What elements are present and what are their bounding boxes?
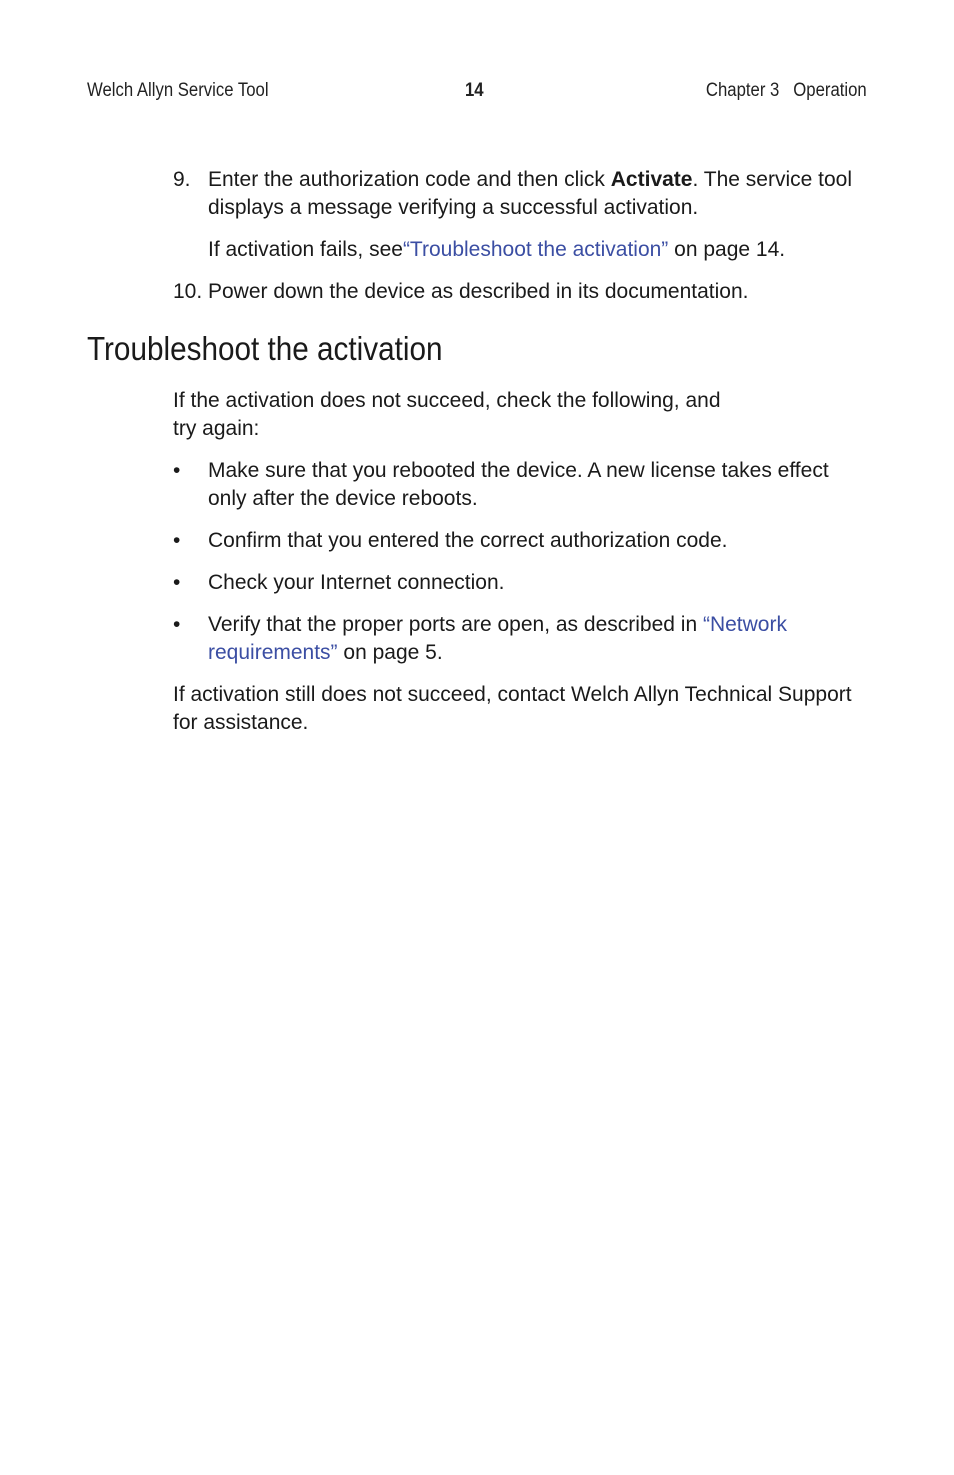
bullet-text	[208, 611, 868, 667]
bullet-text-part: Verify that the proper ports are open, as described in	[208, 613, 703, 636]
note-text: on page 14.	[668, 238, 786, 261]
bullet-icon: •	[173, 529, 181, 552]
document-title: Welch Allyn Service Tool	[87, 80, 269, 101]
bullet-icon: •	[173, 459, 181, 482]
activate-bold: Activate	[610, 168, 693, 191]
bullet-icon: •	[173, 613, 181, 636]
step-number: 9.	[173, 168, 191, 191]
bullet-text: Check your Internet connection.	[208, 571, 505, 594]
step-number: 10.	[173, 280, 203, 303]
chapter-label: Chapter 3 Operation	[706, 80, 867, 101]
section-heading: Troubleshoot the activation	[87, 330, 443, 367]
step-text-part: . The service tool displays a message verifying a successful activation.	[208, 168, 852, 219]
bullet-text-part: on page 5.	[337, 641, 443, 664]
intro-line: try again:	[173, 417, 260, 440]
intro-paragraph	[173, 387, 863, 443]
troubleshoot-link[interactable]: “Troubleshoot the activation”	[402, 238, 669, 261]
closing-paragraph: If activation still does not succeed, contact Welch Allyn Technical Support for assistance.	[173, 683, 852, 734]
page-header	[87, 80, 867, 108]
bullet-icon: •	[173, 571, 181, 594]
step-text: Power down the device as described in its documentation.	[208, 280, 749, 303]
bullet-text: Make sure that you rebooted the device. A new license takes effect only after the device reboots.	[208, 459, 829, 510]
network-requirements-link[interactable]: “Network requirements”	[208, 613, 787, 664]
step-text	[208, 166, 868, 222]
activation-fails-note	[208, 236, 898, 264]
intro-line: If the activation does not succeed, check the following, and	[173, 389, 721, 412]
step-text-part: Enter the authorization code and then click	[208, 168, 611, 191]
page-number: 14	[465, 80, 484, 101]
bullet-text: Confirm that you entered the correct authorization code.	[208, 529, 728, 552]
note-text: If activation fails, see	[208, 238, 403, 261]
